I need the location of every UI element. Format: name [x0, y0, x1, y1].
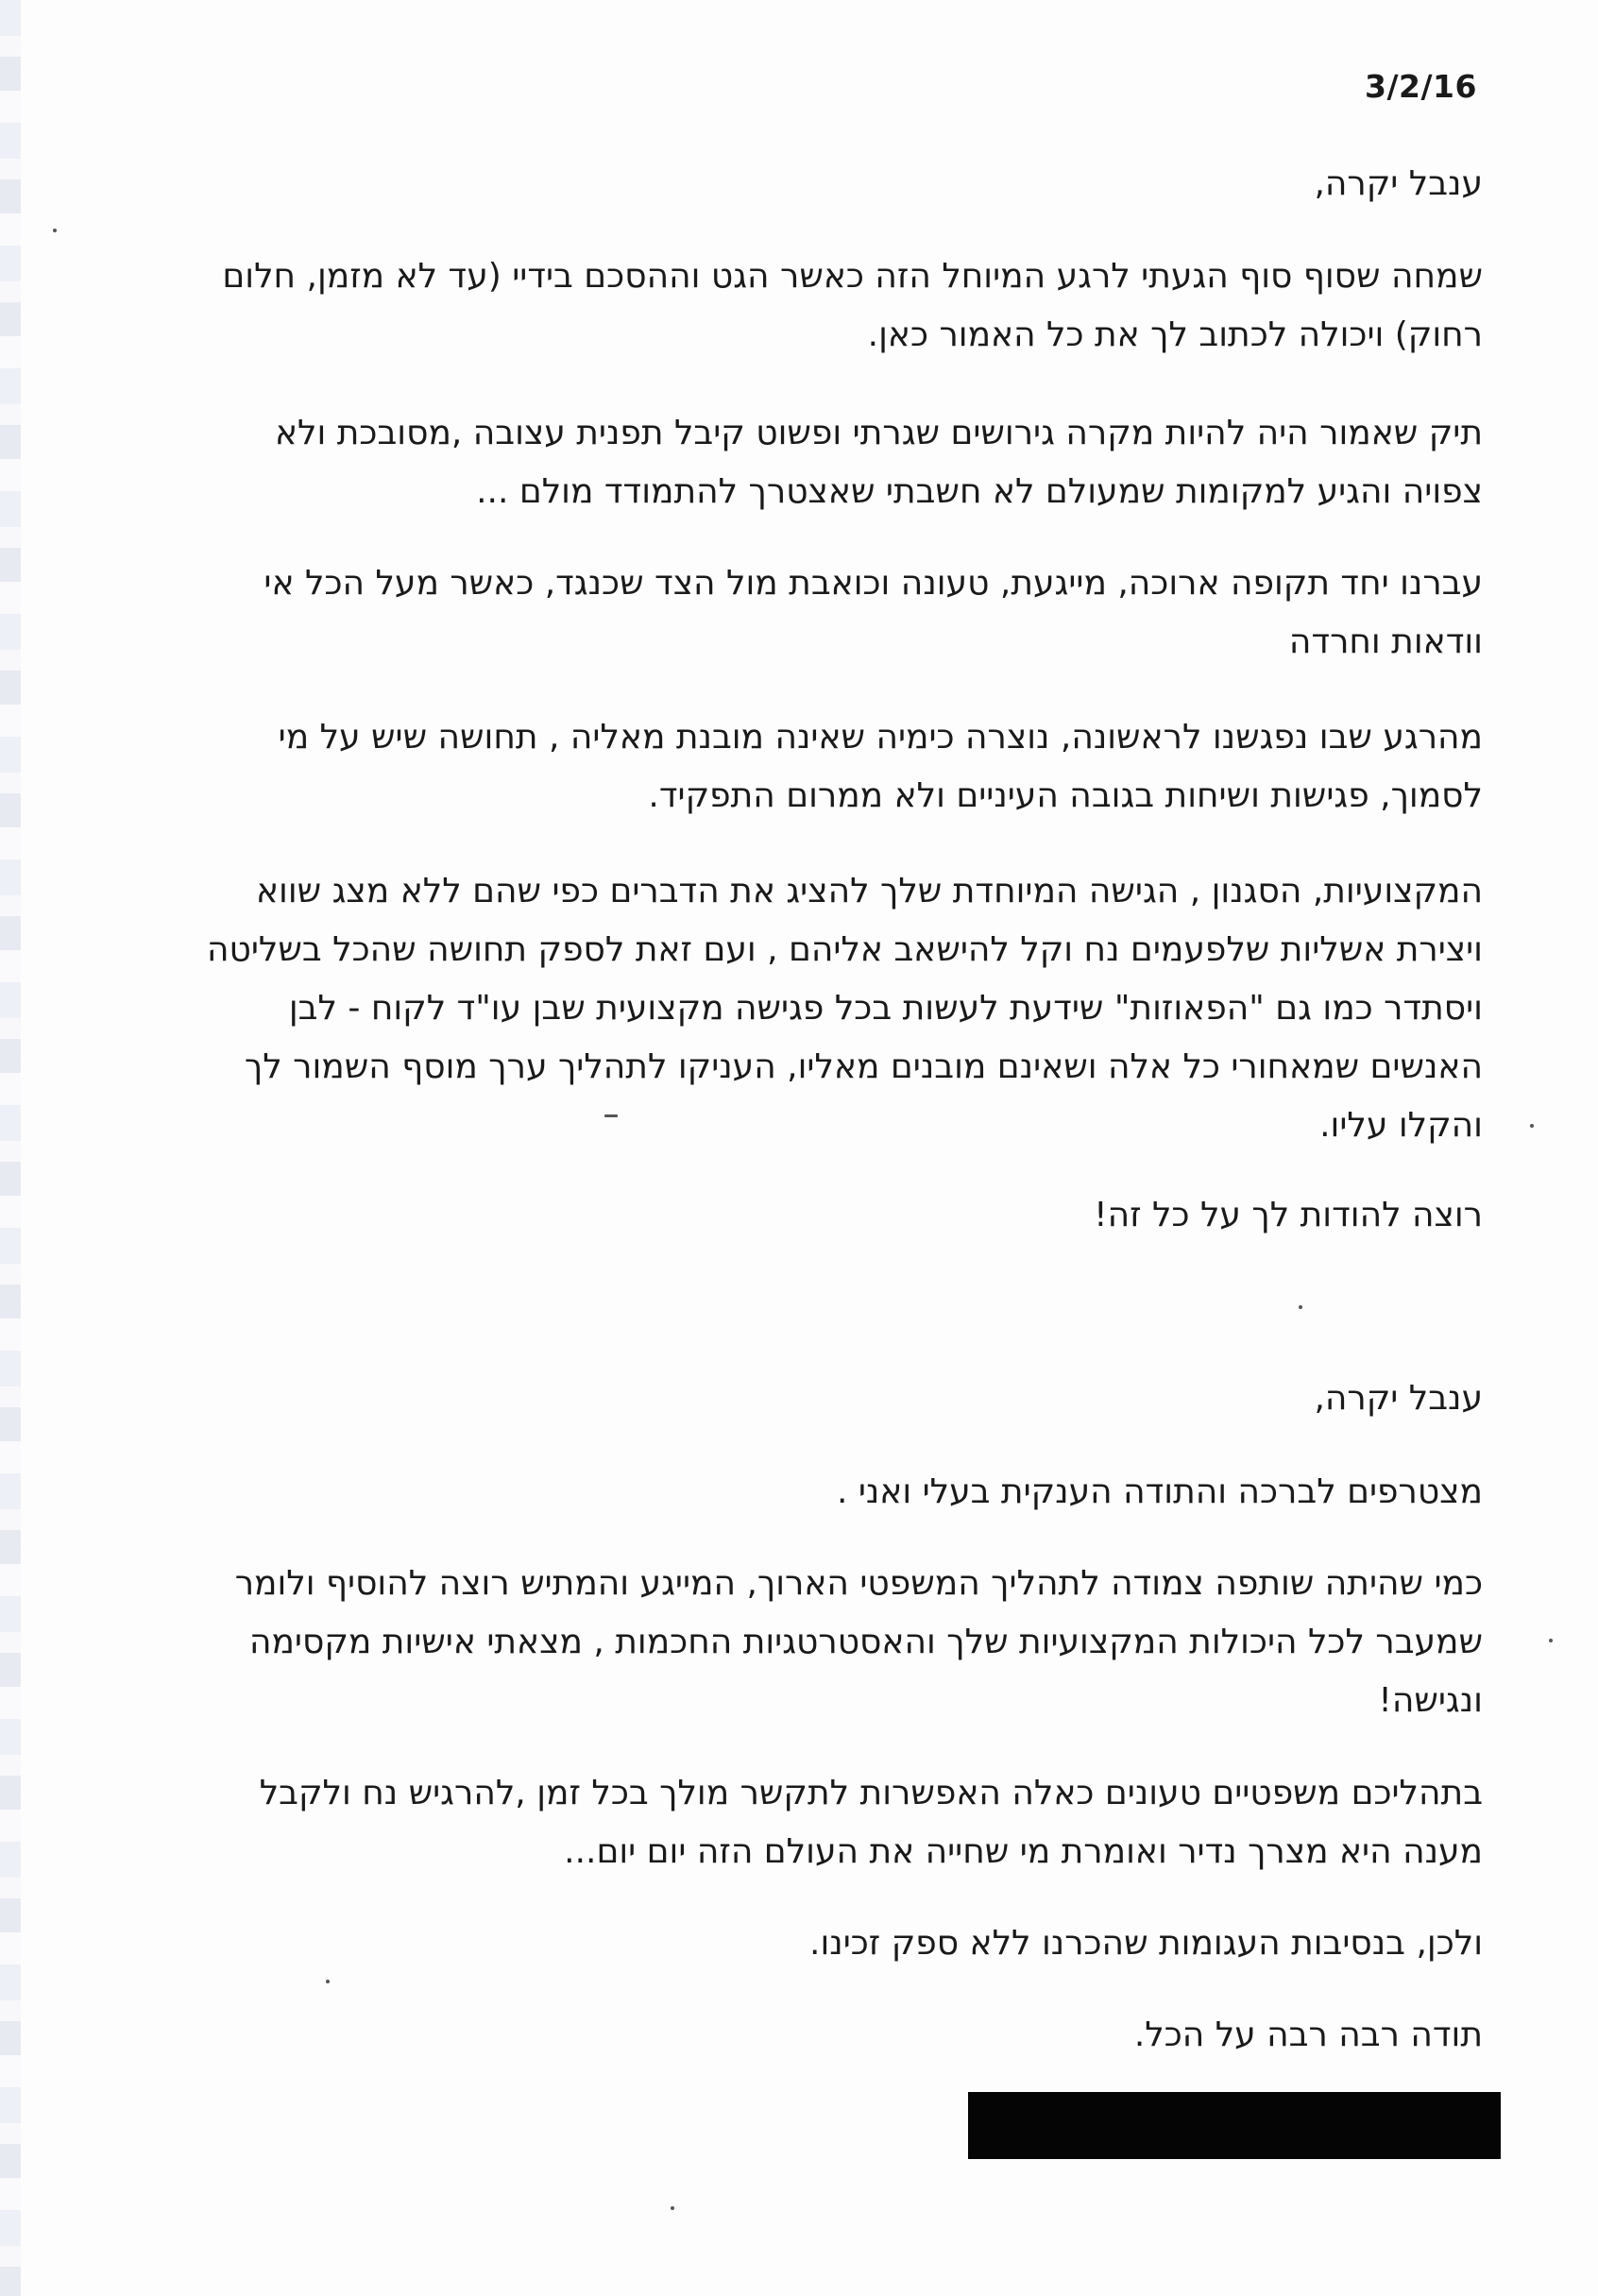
paragraph-line: בתהליכם משפטיים טעונים כאלה האפשרות לתקשר מולך בכל זמן ,להרגיש נח ולקבל [259, 1774, 1483, 1812]
paragraph-line: שמחה שסוף סוף הגעתי לרגע המיוחל הזה כאשר הגט וההסכם בידיי (עד לא מזמן, חלום [222, 257, 1483, 296]
paragraph-line: כמי שהיתה שותפה צמודה לתהליך המשפטי הארוך, המייגע והמתיש רוצה להוסיף ולומר [234, 1564, 1483, 1603]
paragraph-line: מהרגע שבו נפגשנו לראשונה, נוצרה כימיה שאינה מובנת מאליה , תחושה שיש על מי [278, 718, 1483, 757]
salutation-text: ענבל יקרה, [1314, 1379, 1483, 1418]
letter2-paragraph-2 [113, 1555, 1483, 1730]
paragraph-line: מצטרפים לברכה והתודה הענקית בעלי ואני . [836, 1472, 1483, 1511]
paragraph-line: שמעבר לכל היכולות המקצועיות שלך והאסטרטגיות החכמות , מצאתי אישיות מקסימה [248, 1623, 1483, 1661]
letter2-paragraph-1 [113, 1463, 1483, 1522]
scan-speck [604, 1114, 618, 1117]
paragraph-line: ויצירת אשליות שלפעמים נח וקל להישאב אליהם , ועם זאת לספק תחושה שהכל בשליטה [206, 930, 1483, 969]
scan-speck [1299, 1305, 1302, 1309]
paragraph-line: מענה היא מצרך נדיר ואומרת מי שחייה את העולם הזה יום יום... [564, 1832, 1483, 1871]
paragraph-line: המקצועיות, הסגנון , הגישה המיוחדת שלך להציג את הדברים כפי שהם ללא מצג שווא [255, 872, 1483, 910]
scan-speck [1530, 1124, 1534, 1128]
paragraph-line: תודה רבה רבה על הכל. [1133, 2015, 1483, 2054]
paragraph-line: והקלו עליו. [1319, 1106, 1483, 1145]
paragraph-line: וודאות וחרדה [1288, 622, 1483, 661]
paragraph-line: רחוק) ויכולה לכתוב לך את כל האמור כאן. [867, 315, 1483, 354]
paragraph-line: ונגישה! [1378, 1681, 1483, 1720]
scan-speck [671, 2206, 674, 2210]
letter1-paragraph-2 [113, 404, 1483, 521]
paragraph-line: צפויה והגיע למקומות שמעולם לא חשבתי שאצטרך להתמודד מולם ... [476, 472, 1483, 511]
salutation-text: ענבל יקרה, [1314, 164, 1483, 203]
paragraph-line: עברנו יחד תקופה ארוכה, מייגעת, טעונה וכואבת מול הצד שכנגד, כאשר מעל הכל אי [264, 564, 1483, 603]
letter2-paragraph-3 [113, 1764, 1483, 1881]
paragraph-line: האנשים שמאחורי כל אלה ושאינם מובנים מאליו, העניקו לתהליך ערך מוסף השמור לך [244, 1047, 1483, 1086]
letter2-salutation [113, 1369, 1483, 1428]
letter1-paragraph-3 [113, 554, 1483, 672]
paragraph-line: לסמוך, פגישות ושיחות בגובה העיניים ולא ממרום התפקיד. [648, 776, 1483, 815]
letter1-paragraph-1 [113, 247, 1483, 365]
letter1-paragraph-4 [113, 708, 1483, 825]
letter-date: 3/2/16 [1365, 68, 1477, 105]
paragraph-line: ולכן, בנסיבות העגומות שהכרנו ללא ספק זכינו. [809, 1924, 1483, 1963]
letter2-closing [113, 2006, 1483, 2065]
redacted-signature-block [968, 2092, 1501, 2159]
scan-speck [1549, 1639, 1553, 1642]
paragraph-line: תיק שאמור היה להיות מקרה גירושים שגרתי ופשוט קיבל תפנית עצובה ,מסובכת ולא [274, 414, 1483, 452]
letter1-salutation [113, 155, 1483, 213]
scan-speck [53, 229, 57, 232]
scan-edge-artifact [0, 0, 21, 2296]
letter1-closing [113, 1186, 1483, 1245]
letter1-paragraph-5 [113, 862, 1483, 1155]
scan-speck [326, 1980, 330, 1983]
letter-page [113, 0, 1483, 2296]
letter2-paragraph-4 [113, 1914, 1483, 1973]
paragraph-line: רוצה להודות לך על כל זה! [1094, 1196, 1483, 1234]
paragraph-line: ויסתדר כמו גם "הפאוזות" שידעת לעשות בכל פגישה מקצועית שבן עו"ד לקוח - לבן [288, 989, 1483, 1028]
